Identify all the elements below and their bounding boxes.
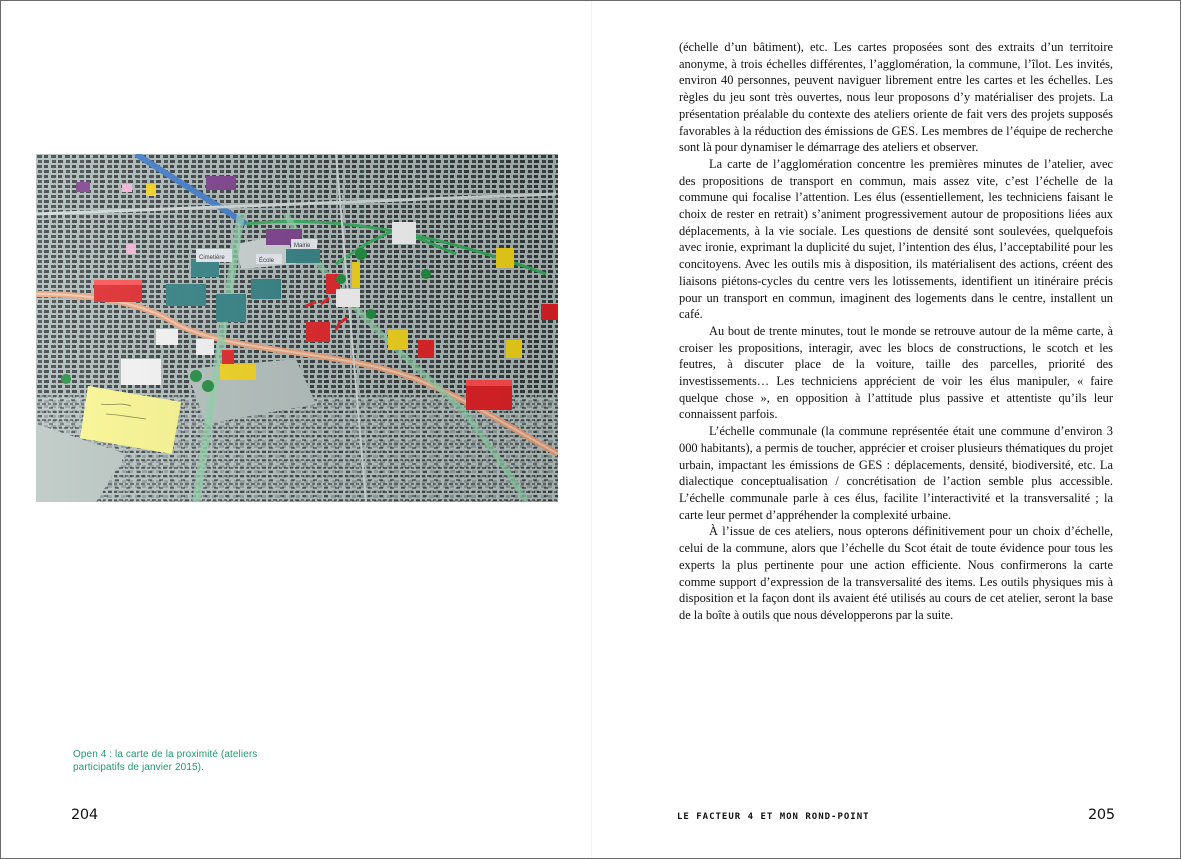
paragraph: Au bout de trente minutes, tout le monde se retrouve autour de la même carte, à croiser les propositions, interagir, avec les blocs de constructions, le scotch et les feutres, à discuter place de la voiture, taille des parcelles, priorité des investissements… Les techniciens apprécient de voir les élus manipuler, « faire quelque chose », en opposition à l’attitude plus passive et attentiste qu’ils leur connaissent parfois. <box>679 323 1113 422</box>
caption-line-2: participatifs de janvier 2015). <box>73 762 204 773</box>
workshop-map-photo <box>36 154 558 502</box>
figure-caption <box>73 748 273 774</box>
page-number-left: 204 <box>71 807 98 823</box>
page-number-right: 205 <box>1088 807 1115 823</box>
body-text <box>679 39 1113 624</box>
paragraph: La carte de l’agglomération concentre les premières minutes de l’atelier, avec des propositions de transport en commun, mais assez vite, c’est l’échelle de la commune qui focalise l’attention. Les élus (essentiellement, les techniciens faisant le choix de rester en retrait) s’animent progressivement autour de propositions liées aux déplacements, à la vie sociale. Les questions de densité sont soulevées, quelquefois avec ironie, exprimant la duplicité du sujet, l’intention des élus, l’acceptabilité pour les concitoyens. Avec les outils mis à disposition, ils matérialisent des actions, créent des liaisons piétons-cycles du centre vers les lotissements, identifient un itinéraire précis pour un transport en commun, imaginent des logements dans le centre, installent un café. <box>679 156 1113 322</box>
caption-line-1: Open 4 : la carte de la proximité (ateliers <box>73 749 258 760</box>
paragraph: À l’issue de ces ateliers, nous opterons définitivement pour un choix d’échelle, celui de la commune, alors que l’échelle du Scot était de toute évidence pour tous les experts la plus pertinente pour une action efficiente. Nous confirmerons la carte comme support d’expression de la transversalité des items. Les outils physiques mis à disposition et la façon dont ils avaient été utilisés au cours de cet atelier, seront la base de la boîte à outils que nous développerons par la suite. <box>679 524 1113 622</box>
page-fold <box>591 1 592 858</box>
paragraph: (échelle d’un bâtiment), etc. Les cartes proposées sont des extraits d’un territoire anonyme, à trois échelles différentes, l’agglomération, la commune, l’îlot. Les invités, environ 40 personnes, peuvent naviguer librement entre les cartes et les échelles. Les règles du jeu sont très ouvertes, nous leur proposons d’y matérialiser des projets. La présentation préalable du contexte des ateliers oriente de fait vers des projets supposés favorables à la réduction des émissions de GES. Les membres de l’équipe de recherche sont là pour dynamiser le démarrage des ateliers et observer. <box>679 40 1113 155</box>
running-head: LE FACTEUR 4 ET MON ROND-POINT <box>677 812 870 822</box>
paragraph: L’échelle communale (la commune représentée était une commune d’environ 3 000 habitants), a permis de toucher, apprécier et croiser plusieurs thématiques du projet urbain, impactant les émissions de GES : déplacements, densité, biodiversité, etc. La dialectique conceptualisation / concrétisation de l’action semble plus accessible. L’échelle communale parle à ces élus, facilite l’interactivité et la transversalité ; la carte leur permet d’appréhender la complexité urbaine. <box>679 424 1113 522</box>
